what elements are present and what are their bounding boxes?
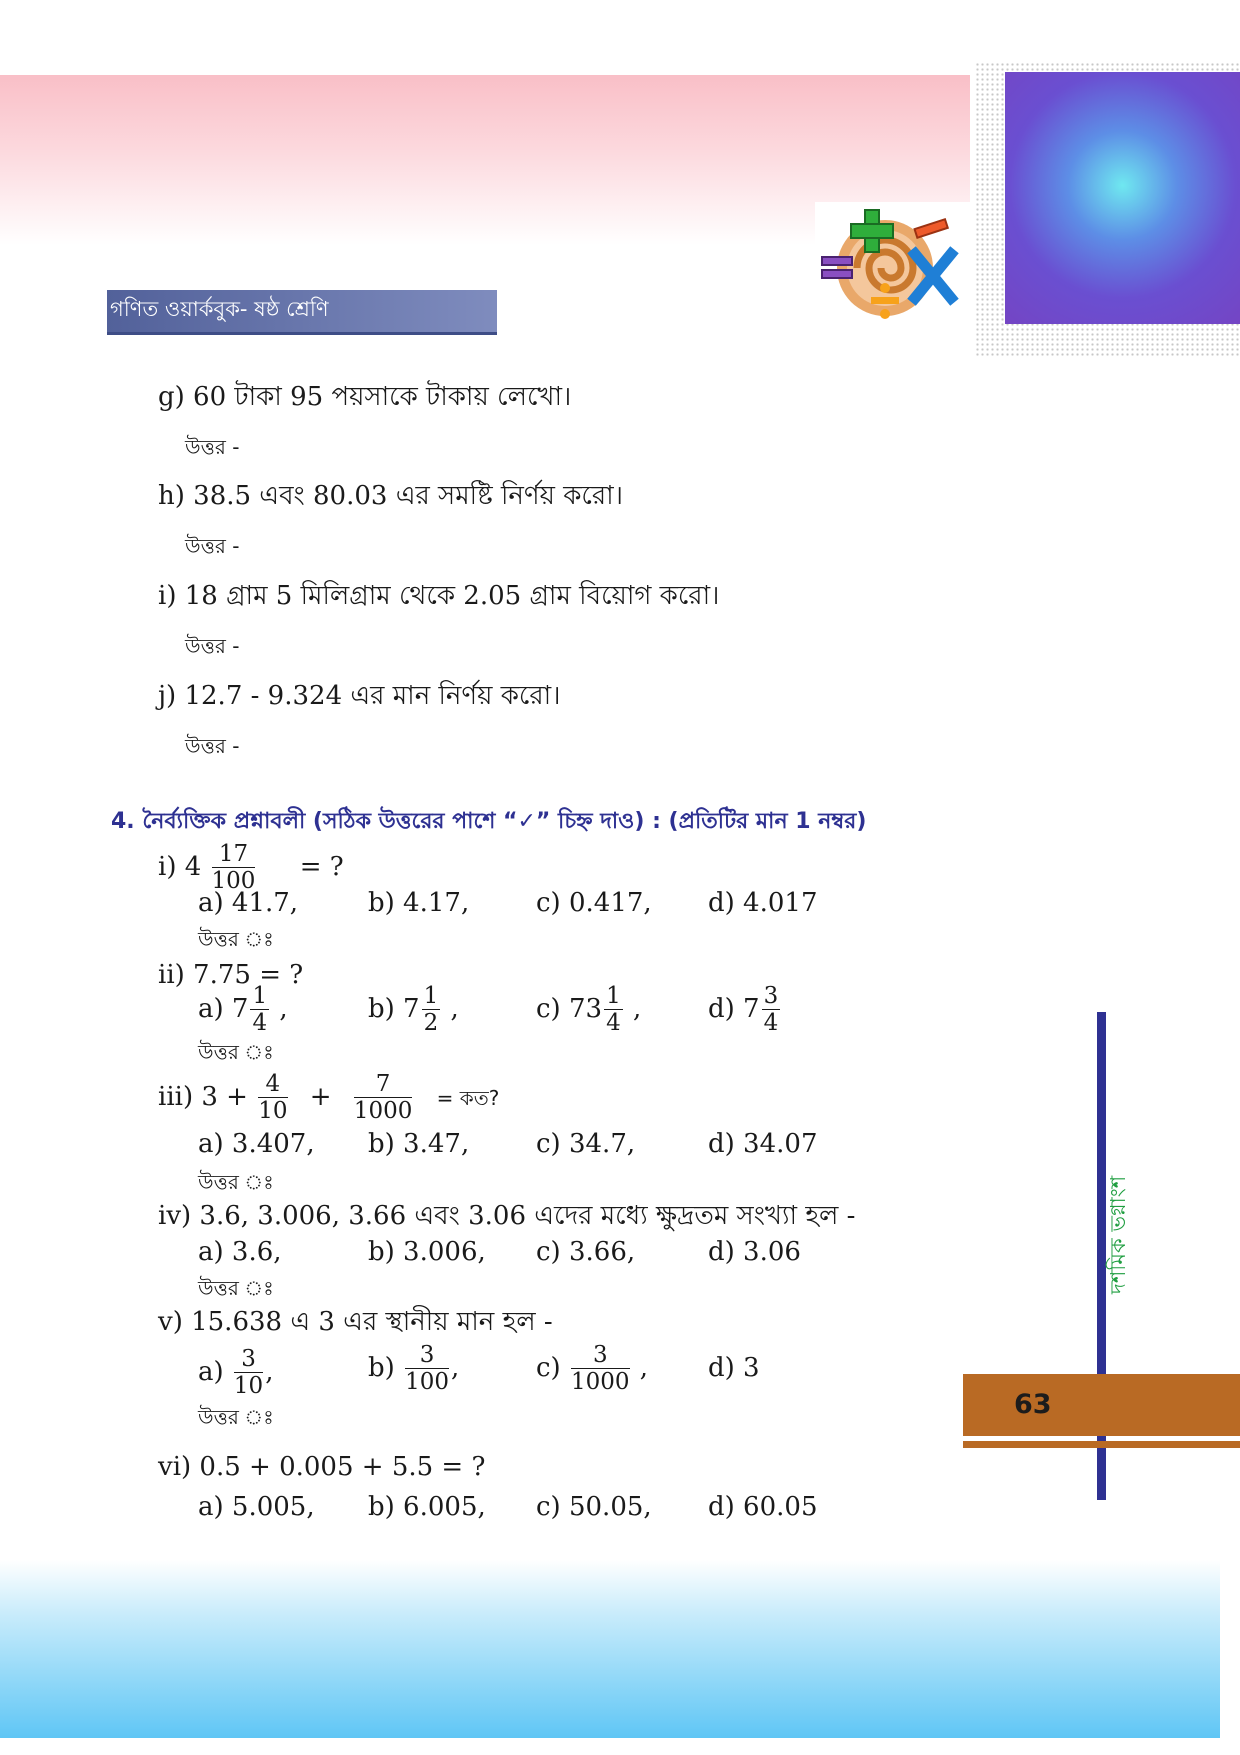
question-j: j) 12.7 - 9.324 এর মান নির্ণয় করো। — [158, 681, 561, 711]
option-3c: c) 34.7, — [536, 1129, 636, 1159]
mcq-question-1-label: i) 4 — [158, 852, 202, 882]
answer-label-4: উত্তর ঃ — [198, 1276, 274, 1300]
option-5a: a) $\frac{3}{10}$ , — [198, 1346, 274, 1399]
mcq-question-1 — [158, 843, 344, 893]
answer-label-i: উত্তর - — [185, 634, 240, 658]
option-2a: a) 7 $\frac{1}{4}$ , — [198, 983, 288, 1036]
answer-label-5: উত্তর ঃ — [198, 1405, 274, 1429]
option-3a: a) 3.407, — [198, 1129, 315, 1159]
question-i: i) 18 গ্রাম 5 মিলিগ্রাম থেকে 2.05 গ্রাম বিয়োগ করো। — [158, 581, 720, 611]
answer-label-g: উত্তর - — [185, 435, 240, 459]
answer-label-j: উত্তর - — [185, 734, 240, 758]
page-number-box — [963, 1374, 1240, 1436]
answer-label-3: উত্তর ঃ — [198, 1170, 274, 1194]
question-h: h) 38.5 এবং 80.03 এর সমষ্টি নির্ণয় করো। — [158, 481, 623, 511]
page-title: গণিত ওয়ার্কবুক- ষষ্ঠ শ্রেণি — [110, 297, 329, 321]
option-5b: b) $\frac{3}{100}$ , — [368, 1342, 460, 1395]
option-1a: a) 41.7, — [198, 888, 299, 918]
mcq-question-4: iv) 3.6, 3.006, 3.66 এবং 3.06 এদের মধ্যে ক্ষুদ্রতম সংখ্যা হল - — [158, 1201, 856, 1231]
option-5c: c) $\frac{3}{1000}$ , — [536, 1342, 649, 1395]
option-3d: d) 34.07 — [708, 1129, 818, 1159]
option-2c: c) 73 $\frac{1}{4}$ , — [536, 983, 642, 1036]
mcq-question-2: ii) 7.75 = ? — [158, 960, 304, 990]
option-6b: b) 6.005, — [368, 1492, 486, 1522]
option-6a: a) 5.005, — [198, 1492, 315, 1522]
math-operators-icon — [815, 202, 970, 330]
purple-gradient-box — [1005, 72, 1240, 324]
mcq-question-1-tail: = ? — [299, 852, 344, 882]
question-g: g) 60 টাকা 95 পয়সাকে টাকায় লেখো। — [158, 382, 572, 412]
page-number: 63 — [1014, 1389, 1052, 1420]
option-2d: d) 7 $\frac{3}{4}$ — [708, 983, 779, 1036]
page-number-underline — [963, 1441, 1240, 1448]
section-title: 4. নৈর্ব্যক্তিক প্রশ্নাবলী (সঠিক উত্তরের পাশে “✓” চিহ্ন দাও) : (প্রতিটির মান 1 নম্বর) — [111, 809, 867, 834]
option-6d: d) 60.05 — [708, 1492, 818, 1522]
option-1c: c) 0.417, — [536, 888, 652, 918]
option-4d: d) 3.06 — [708, 1237, 801, 1267]
chapter-side-label: দশমিক ভগ্নাংশ — [1106, 1175, 1130, 1295]
answer-label-h: উত্তর - — [185, 534, 240, 558]
option-4c: c) 3.66, — [536, 1237, 636, 1267]
bottom-blue-band — [0, 1560, 1220, 1738]
option-4a: a) 3.6, — [198, 1237, 282, 1267]
option-3b: b) 3.47, — [368, 1129, 470, 1159]
mcq-question-3: iii) 3 + $\frac{4}{10}$ + $\frac{7}{1000}$ = কত? — [158, 1071, 500, 1124]
fraction: $\frac{17}{100}$ — [211, 841, 256, 894]
option-1d: d) 4.017 — [708, 888, 818, 918]
option-1b: b) 4.17, — [368, 888, 470, 918]
mcq-question-5: v) 15.638 এ 3 এর স্থানীয় মান হল - — [158, 1307, 553, 1337]
answer-label-1: উত্তর ঃ — [198, 927, 274, 951]
mcq-question-6: vi) 0.5 + 0.005 + 5.5 = ? — [158, 1452, 486, 1482]
answer-label-2: উত্তর ঃ — [198, 1040, 274, 1064]
option-4b: b) 3.006, — [368, 1237, 486, 1267]
option-5d: d) 3 — [708, 1353, 760, 1383]
option-2b: b) 7 $\frac{1}{2}$ , — [368, 983, 459, 1036]
option-6c: c) 50.05, — [536, 1492, 652, 1522]
